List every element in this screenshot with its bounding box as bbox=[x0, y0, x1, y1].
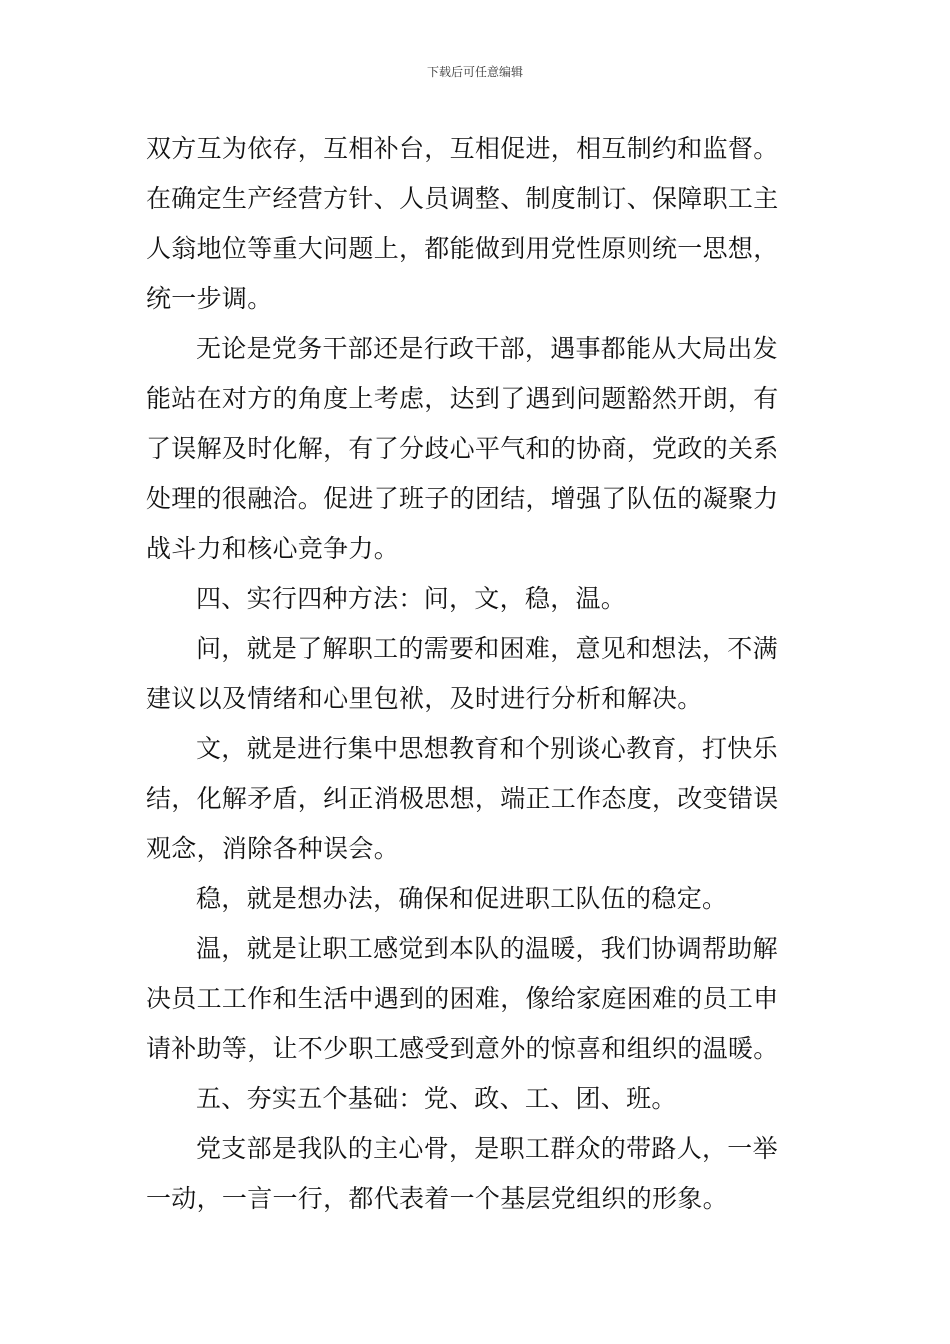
text-line: 双方互为依存，互相补台，互相促进，相互制约和监督。 bbox=[146, 134, 779, 163]
text-line: 统一步调。 bbox=[146, 284, 273, 313]
paragraph-first-line: 温，就是让职工感觉到本队的温暖，我们协调帮助解 bbox=[196, 934, 778, 963]
paragraph-first-line: 无论是党务干部还是行政干部，遇事都能从大局出发 bbox=[196, 334, 778, 363]
text-line: 在确定生产经营方针、人员调整、制度制订、保障职工主 bbox=[146, 184, 779, 213]
text-line: 能站在对方的角度上考虑，达到了遇到问题豁然开朗，有 bbox=[146, 384, 779, 413]
paragraph-first-line: 稳，就是想办法，确保和促进职工队伍的稳定。 bbox=[196, 884, 728, 913]
paragraph-first-line: 问，就是了解职工的需要和困难，意见和想法，不满 bbox=[196, 634, 778, 663]
paragraph-first-line: 党支部是我队的主心骨，是职工群众的带路人，一举 bbox=[196, 1134, 778, 1163]
text-line: 处理的很融洽。促进了班子的团结，增强了队伍的凝聚力 bbox=[146, 484, 779, 513]
text-line: 决员工工作和生活中遇到的困难，像给家庭困难的员工申 bbox=[146, 984, 779, 1013]
text-line: 请补助等，让不少职工感受到意外的惊喜和组织的温暖。 bbox=[146, 1034, 779, 1063]
document-body bbox=[146, 124, 811, 1224]
text-line: 建议以及情绪和心里包袱，及时进行分析和解决。 bbox=[146, 684, 703, 713]
section-heading: 五、夯实五个基础：党、政、工、团、班。 bbox=[196, 1084, 677, 1113]
text-line: 观念，消除各种误会。 bbox=[146, 834, 400, 863]
section-heading: 四、实行四种方法：问，文，稳，温。 bbox=[196, 584, 627, 613]
text-line: 战斗力和核心竞争力。 bbox=[146, 534, 400, 563]
page-header-note: 下载后可任意编辑 bbox=[426, 65, 523, 79]
paragraph-first-line: 文，就是进行集中思想教育和个别谈心教育，打快乐 bbox=[196, 734, 778, 763]
text-line: 了误解及时化解，有了分歧心平气和的协商，党政的关系 bbox=[146, 434, 779, 463]
text-line: 一动，一言一行，都代表着一个基层党组织的形象。 bbox=[146, 1184, 728, 1213]
text-line: 人翁地位等重大问题上，都能做到用党性原则统一思想， bbox=[146, 234, 779, 263]
text-line: 结，化解矛盾，纠正消极思想，端正工作态度，改变错误 bbox=[146, 784, 779, 813]
